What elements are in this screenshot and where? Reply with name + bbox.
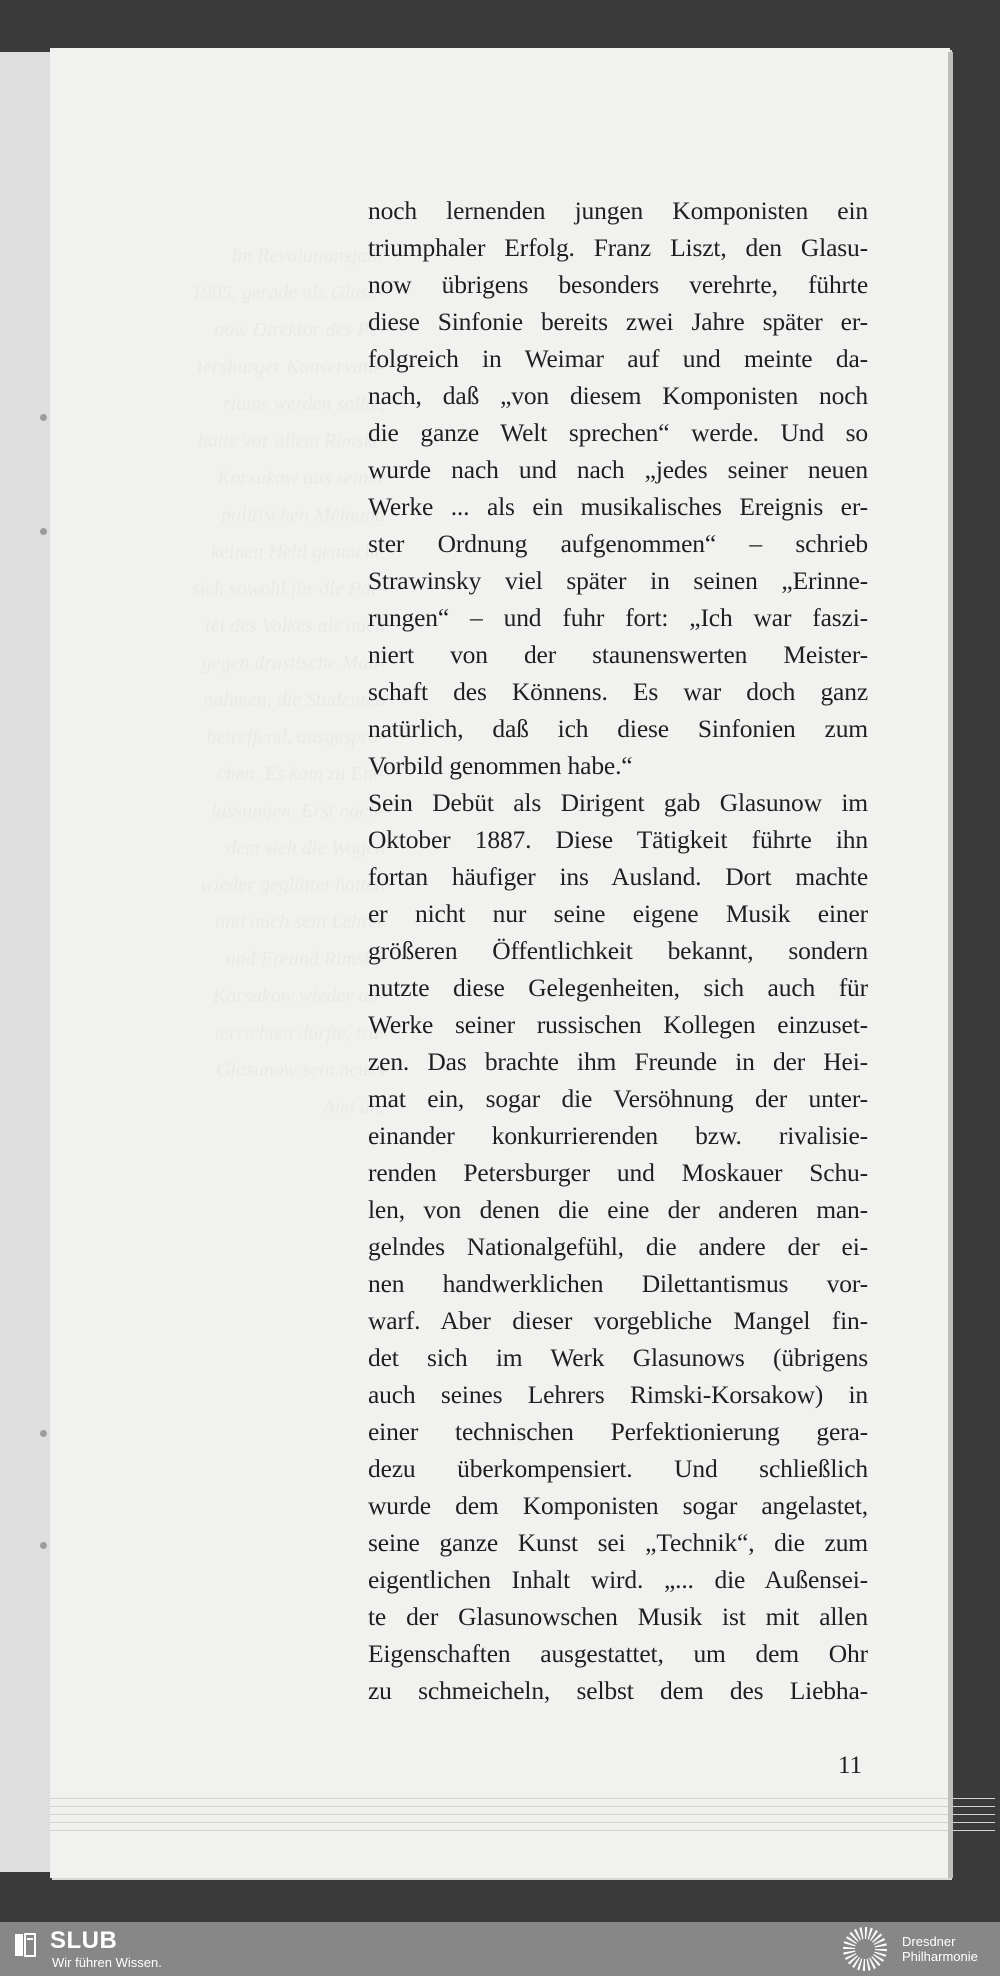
sidebar-line: wieder geglättet hatten (200, 874, 385, 896)
sunburst-logo-icon (842, 1926, 888, 1972)
sunburst-ray (843, 1951, 855, 1955)
sidebar-line: Amt an. (322, 1096, 385, 1118)
sunburst-ray (865, 1927, 867, 1939)
sidebar-line: tersburger Konservato- (197, 356, 385, 378)
text-line: auch seines Lehrers Rimski-Korsakow) in (368, 1380, 868, 1409)
sidebar-line: und Freund Rimski- (225, 948, 385, 970)
sunburst-ray (843, 1947, 855, 1949)
partner-name-line2: Philharmonie (902, 1949, 978, 1964)
slub-tagline: Wir führen Wissen. (52, 1955, 162, 1970)
sidebar-line: 1905, gerade als Glasu- (191, 282, 385, 304)
text-line: len, von denen die eine der anderen man- (368, 1195, 868, 1224)
sidebar-line: hatte vor allem Rimski- (197, 430, 385, 452)
sidebar-line: betreffend, ausgespro- (206, 726, 385, 748)
text-line: größeren Öffentlichkeit bekannt, sondern (368, 936, 868, 965)
text-line: zen. Das brachte ihm Freunde in der Hei- (368, 1047, 868, 1076)
text-line: dezu überkompensiert. Und schließlich (368, 1454, 868, 1483)
decorative-staff-lines (50, 1798, 995, 1836)
text-line: renden Petersburger und Moskauer Schu- (368, 1158, 868, 1187)
sunburst-ray (875, 1949, 887, 1951)
text-line: Eigenschaften ausgestattet, um dem Ohr (368, 1639, 868, 1668)
text-line: Werke seiner russischen Kollegen einzuset- (368, 1010, 868, 1039)
text-line: zu schmeicheln, selbst dem des Liebha- (368, 1676, 868, 1705)
text-line: mat ein, sogar die Versöhnung der unter- (368, 1084, 868, 1113)
text-line: te der Glasunowschen Musik ist mit allen (368, 1602, 868, 1631)
text-line: niert von der staunenswerten Meister- (368, 640, 868, 669)
sidebar-line: Korsakow aus seiner (217, 467, 385, 489)
sunburst-ray (863, 1959, 865, 1971)
slub-book-icon (14, 1932, 36, 1958)
text-line: wurde nach und nach „jedes seiner neuen (368, 455, 868, 484)
sidebar-line: sich sowohl für die Par- (192, 578, 385, 600)
sidebar-line: now Direktor des Pe- (214, 319, 385, 341)
text-line: seine ganze Kunst sei „Technik“, die zum (368, 1528, 868, 1557)
text-line: warf. Aber dieser vorgebliche Mangel fin- (368, 1306, 868, 1335)
text-line: Werke ... als ein musikalisches Ereignis er- (368, 492, 868, 521)
sidebar-line: nahmen, die Studenten (203, 689, 385, 711)
text-line: schaft des Könnens. Es war doch ganz (368, 677, 868, 706)
text-line: folgreich in Weimar auf und meinte da- (368, 344, 868, 373)
text-line: Oktober 1887. Diese Tätigkeit führte ihn (368, 825, 868, 854)
sidebar-line: lassungen. Erst nach- (211, 800, 385, 822)
text-line: Sein Debüt als Dirigent gab Glasunow im (368, 788, 868, 817)
sidebar-line: tei des Volkes als auch (205, 615, 385, 637)
faint-sidebar-text (145, 238, 385, 1126)
text-line: einer technischen Perfektionierung gera- (368, 1417, 868, 1446)
text-line: det sich im Werk Glasunows (übrigens (368, 1343, 868, 1372)
sidebar-line: gegen drastische Maß- (201, 652, 385, 674)
text-line: fortan häufiger ins Ausland. Dort machte (368, 862, 868, 891)
sidebar-line: und auch sein Lehrer (215, 911, 385, 933)
text-line: now übrigens besonders verehrte, führte (368, 270, 868, 299)
partner-name (902, 1934, 978, 1964)
sidebar-line: Im Revolutionsjahr (231, 245, 385, 267)
text-line: ster Ordnung aufgenommen“ – schrieb (368, 529, 868, 558)
footer-bar (0, 1922, 1000, 1976)
text-line: nen handwerklichen Dilettantismus vor- (368, 1269, 868, 1298)
sidebar-line: dem sich die Wogen (226, 837, 385, 859)
binding-hole (40, 1430, 47, 1437)
sidebar-line: Glasunow sein neues (216, 1059, 385, 1081)
text-line: diese Sinfonie bereits zwei Jahre später er- (368, 307, 868, 336)
sidebar-line: chen. Es kam zu Ent- (216, 763, 385, 785)
sidebar-line: politischen Meinung (221, 504, 385, 526)
sunburst-ray (859, 1927, 863, 1939)
text-line: triumphaler Erfolg. Franz Liszt, den Glasu- (368, 233, 868, 262)
page-edge-shadow (948, 52, 953, 1878)
previous-page-edge (0, 52, 53, 1872)
text-line: gelndes Nationalgefühl, die andere der ei- (368, 1232, 868, 1261)
text-line: Strawinsky viel später in seinen „Erinne- (368, 566, 868, 595)
binding-hole (40, 1542, 47, 1549)
partner-name-line1: Dresdner (902, 1934, 956, 1949)
sidebar-line: Korsakow wieder un- (212, 985, 385, 1007)
text-line: rungen“ – und fuhr fort: „Ich war faszi- (368, 603, 868, 632)
page-number: 11 (838, 1752, 863, 1779)
text-line: noch lernenden jungen Komponisten ein (368, 196, 868, 225)
binding-hole (40, 414, 47, 421)
text-line: nach, daß „von diesem Komponisten noch (368, 381, 868, 410)
sidebar-line: terrichten durfte, trat (214, 1022, 385, 1044)
text-line: die ganze Welt sprechen“ werde. Und so (368, 418, 868, 447)
binding-hole (40, 528, 47, 535)
sidebar-line: riums werden sollte, (222, 393, 385, 415)
text-line: einander konkurrierenden bzw. rivalisie- (368, 1121, 868, 1150)
text-line: er nicht nur seine eigene Musik einer (368, 899, 868, 928)
sidebar-line: keinen Hehl gemacht, (211, 541, 385, 563)
text-line: wurde dem Komponisten sogar angelastet, (368, 1491, 868, 1520)
text-line: natürlich, daß ich diese Sinfonien zum (368, 714, 868, 743)
slub-name: SLUB (50, 1927, 118, 1954)
text-line: nutzte diese Gelegenheiten, sich auch für (368, 973, 868, 1002)
body-text (368, 192, 868, 1709)
text-line: eigentlichen Inhalt wird. „... die Außensei- (368, 1565, 868, 1594)
sunburst-ray (867, 1959, 871, 1971)
sunburst-ray (875, 1943, 887, 1947)
text-line: Vorbild genommen habe.“ (368, 751, 633, 780)
